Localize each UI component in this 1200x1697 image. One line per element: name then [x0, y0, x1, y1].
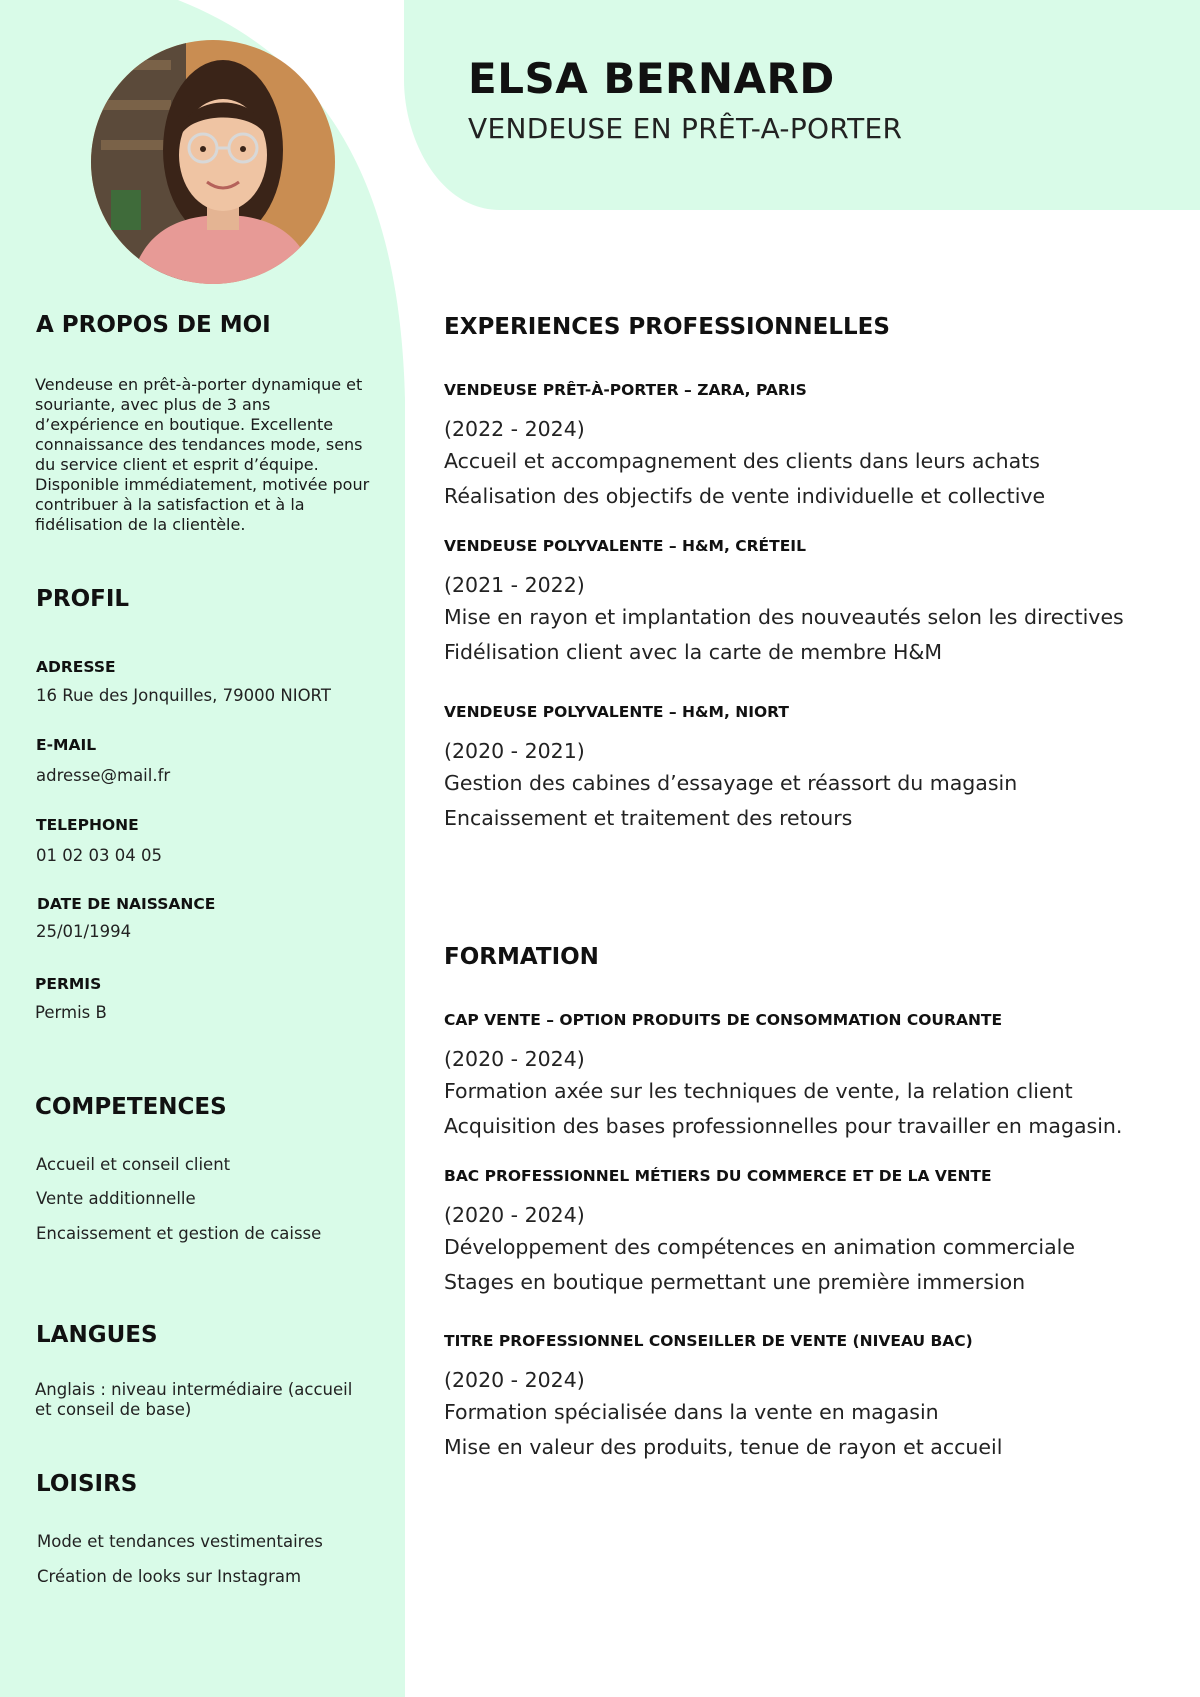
experience-entry: [444, 381, 1164, 514]
experience-line: Gestion des cabines d’essayage et réassort du magasin: [444, 771, 1018, 795]
experience-title: VENDEUSE POLYVALENTE – H&M, CRÉTEIL: [444, 537, 806, 555]
competences-title: COMPETENCES: [35, 1094, 227, 1120]
experiences-title: EXPERIENCES PROFESSIONNELLES: [444, 314, 890, 340]
permis-value: Permis B: [35, 1003, 107, 1022]
email-value: adresse@mail.fr: [36, 766, 171, 785]
formation-line: Formation axée sur les techniques de vente, la relation client: [444, 1079, 1073, 1103]
about-text: Vendeuse en prêt-à-porter dynamique et souriante, avec plus de 3 ans d’expérience en boutique. Excellente connaissance des tendances mode, sens du service client et esprit d’équipe. Disponible immédiatement, motivée pour contribuer à la satisfaction et à la fidélisation de la clientèle.: [35, 375, 370, 534]
experience-line: Accueil et accompagnement des clients dans leurs achats: [444, 449, 1040, 473]
telephone-label: TELEPHONE: [36, 816, 139, 834]
formation-dates: (2020 - 2024): [444, 1203, 585, 1227]
profile-photo: [91, 40, 335, 284]
loisir-item: Création de looks sur Instagram: [37, 1567, 302, 1586]
experience-dates: (2022 - 2024): [444, 417, 585, 441]
job-title: VENDEUSE EN PRÊT-A-PORTER: [468, 112, 903, 145]
formation-item-title: TITRE PROFESSIONNEL CONSEILLER DE VENTE (NIVEAU BAC): [444, 1332, 973, 1350]
experience-dates: (2020 - 2021): [444, 739, 585, 763]
about-title: A PROPOS DE MOI: [36, 312, 271, 338]
experience-dates: (2021 - 2022): [444, 573, 585, 597]
permis-label: PERMIS: [35, 975, 102, 993]
telephone-value: 01 02 03 04 05: [36, 846, 162, 865]
formation-entry: [444, 1167, 1164, 1300]
loisir-item: Mode et tendances vestimentaires: [37, 1532, 323, 1551]
formation-item-title: BAC PROFESSIONNEL MÉTIERS DU COMMERCE ET DE LA VENTE: [444, 1167, 992, 1185]
formation-entry: [444, 1011, 1164, 1144]
header-shape: [404, 0, 1200, 210]
formation-item-title: CAP VENTE – OPTION PRODUITS DE CONSOMMATION COURANTE: [444, 1011, 1003, 1029]
formation-line: Développement des compétences en animation commerciale: [444, 1235, 1075, 1259]
naissance-label: DATE DE NAISSANCE: [37, 895, 216, 913]
formation-line: Mise en valeur des produits, tenue de rayon et accueil: [444, 1435, 1003, 1459]
candidate-name: ELSA BERNARD: [468, 54, 835, 103]
experience-line: Encaissement et traitement des retours: [444, 806, 853, 830]
experience-entry: [444, 703, 1164, 836]
adresse-label: ADRESSE: [36, 658, 116, 676]
loisirs-title: LOISIRS: [36, 1471, 138, 1497]
formation-entry: [444, 1332, 1164, 1465]
langue-text: Anglais : niveau intermédiaire (accueil et conseil de base): [35, 1380, 353, 1419]
formation-title: FORMATION: [444, 944, 599, 970]
competence-item: Accueil et conseil client: [36, 1155, 231, 1174]
formation-dates: (2020 - 2024): [444, 1368, 585, 1392]
experience-title: VENDEUSE POLYVALENTE – H&M, NIORT: [444, 703, 789, 721]
experience-line: Fidélisation client avec la carte de membre H&M: [444, 640, 943, 664]
naissance-value: 25/01/1994: [36, 922, 132, 941]
formation-line: Formation spécialisée dans la vente en magasin: [444, 1400, 939, 1424]
email-label: E-MAIL: [36, 736, 97, 754]
experience-entry: [444, 537, 1164, 670]
experience-line: Réalisation des objectifs de vente individuelle et collective: [444, 484, 1046, 508]
formation-line: Acquisition des bases professionnelles pour travailler en magasin.: [444, 1114, 1123, 1138]
formation-line: Stages en boutique permettant une première immersion: [444, 1270, 1026, 1294]
experience-line: Mise en rayon et implantation des nouveautés selon les directives: [444, 605, 1124, 629]
formation-dates: (2020 - 2024): [444, 1047, 585, 1071]
experience-title: VENDEUSE PRÊT-À-PORTER – ZARA, PARIS: [444, 381, 807, 399]
adresse-value: 16 Rue des Jonquilles, 79000 NIORT: [36, 686, 331, 705]
profil-title: PROFIL: [36, 586, 130, 612]
competence-item: Vente additionnelle: [36, 1189, 196, 1208]
langues-title: LANGUES: [36, 1322, 158, 1348]
competence-item: Encaissement et gestion de caisse: [36, 1224, 322, 1243]
